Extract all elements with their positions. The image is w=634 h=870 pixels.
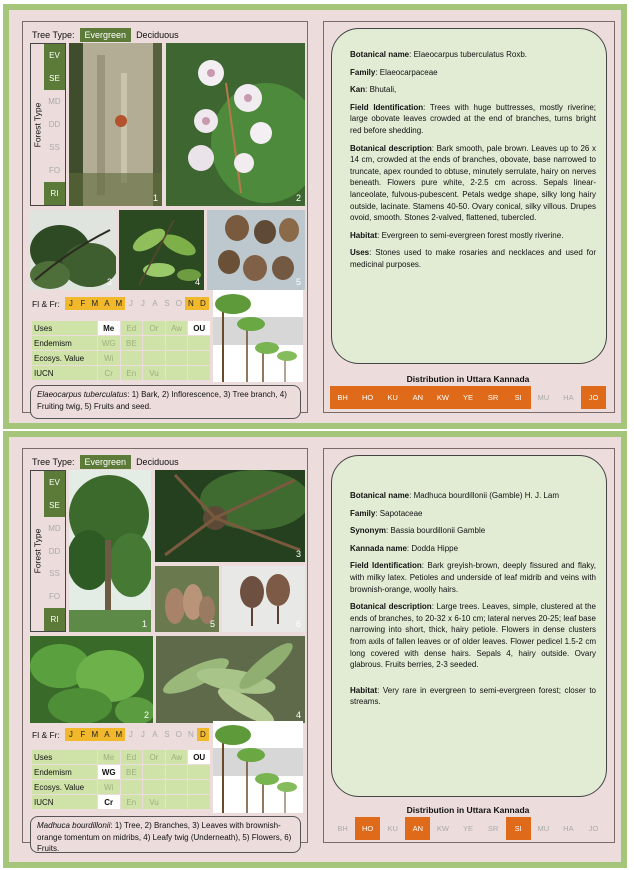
grid-cell: Aw — [166, 750, 188, 764]
month-cell: J — [140, 730, 145, 739]
desc-paragraph — [350, 230, 596, 242]
distribution-cells — [330, 386, 606, 409]
district-ku: KU — [380, 386, 405, 409]
grid-row — [32, 336, 210, 350]
species-description — [331, 28, 607, 364]
grid-row — [32, 795, 210, 809]
forest-type-ev: EV — [44, 44, 65, 67]
district-ho: HO — [355, 386, 380, 409]
forest-type-se: SE — [44, 494, 65, 517]
desc-paragraph — [350, 247, 596, 270]
forest-type-label: Forest Type — [32, 528, 43, 574]
grid-row — [32, 750, 210, 764]
attribute-grid — [32, 321, 210, 381]
desc-text: : Very rare in evergreen to semi-evergreen forest; closer to streams. — [350, 685, 596, 707]
grid-cell: Cr — [98, 795, 120, 809]
forest-type-ev: EV — [44, 471, 65, 494]
photo-number: 3 — [295, 549, 301, 559]
photo-number: 1 — [152, 193, 158, 203]
grid-row-label: Uses — [32, 321, 97, 335]
grid-row-label: IUCN — [32, 795, 97, 809]
desc-paragraph — [350, 102, 596, 137]
grid-cell — [166, 780, 188, 794]
desc-paragraph — [350, 560, 596, 595]
district-an: AN — [405, 386, 430, 409]
month-cell: J — [128, 730, 133, 739]
grid-row-label: IUCN — [32, 366, 97, 380]
district-ye: YE — [455, 386, 480, 409]
district-mu: MU — [537, 393, 550, 402]
grid-cell — [143, 765, 165, 779]
month-cell: O — [175, 730, 182, 739]
left-panel — [22, 21, 308, 413]
photo-fruits-seed — [207, 210, 305, 290]
desc-paragraph — [350, 143, 596, 224]
photo-number: 3 — [106, 277, 112, 287]
distribution-cells — [330, 817, 606, 840]
tree-type — [32, 455, 179, 469]
species-card-2 — [3, 431, 627, 868]
district-an: AN — [405, 817, 430, 840]
grid-cell — [188, 336, 210, 350]
photo-leaves-tomentum — [30, 636, 153, 723]
month-cell: J — [128, 299, 133, 308]
month-cell: D — [197, 297, 209, 310]
grid-row-label: Endemism — [32, 765, 97, 779]
district-ye: YE — [463, 824, 474, 833]
month-cells — [65, 297, 209, 310]
forest-type-cells — [44, 44, 65, 205]
desc-label: Synonym — [350, 526, 387, 536]
photo-leafy-twig — [156, 636, 305, 723]
forest-type-cells — [44, 471, 65, 631]
desc-text: : Madhuca bourdillonii (Gamble) H. J. Lam — [409, 491, 559, 500]
desc-label: Family — [350, 508, 376, 518]
desc-text: : Trees with huge buttresses, mostly riverine; large obovate leaves crowded at the end of branches, turns bright red before shedding. — [350, 102, 596, 135]
district-si: SI — [506, 817, 531, 840]
desc-paragraph — [350, 601, 596, 671]
month-cell: A — [152, 299, 158, 308]
grid-cell: Wi — [98, 351, 120, 365]
desc-label: Habitat — [350, 685, 378, 695]
photo-number: 1 — [141, 619, 147, 629]
desc-text: : Elaeocarpus tuberculatus Roxb. — [409, 50, 527, 59]
grid-cell: OU — [188, 750, 210, 764]
desc-paragraph — [350, 508, 596, 520]
desc-text: : Bark smooth, pale brown. Leaves up to 26 x 14 cm, crowded at the ends of branches, obovate, base narrowed to truncate, apex rounded to obtuse, minutely serrulate, hairy on nerves beneath. Flowers pure white, 2-2.5 cm across. Sepals linear-lanceolate, fulvous-pubescent. Petals wedge shape, silky long hairy outside, lacinate. Stamens 40-50. Ovary conical, silky villous. Drupes ovoid, smooth. Stones 2-valved, flattened, tubercled. — [350, 143, 596, 223]
photo-number: 5 — [295, 277, 301, 287]
desc-label: Kan — [350, 85, 366, 95]
desc-label: Habitat — [350, 230, 378, 240]
month-cell: M — [113, 297, 125, 310]
grid-cell: En — [121, 795, 143, 809]
grid-cell — [166, 366, 188, 380]
photo-flowers — [155, 566, 219, 632]
tree-profile — [213, 721, 303, 813]
attribute-grid — [32, 750, 210, 810]
district-bh: BH — [337, 824, 348, 833]
month-cell: A — [101, 297, 113, 310]
month-cell: M — [89, 297, 101, 310]
month-cell: A — [152, 730, 158, 739]
desc-paragraph — [350, 525, 596, 537]
district-bh: BH — [330, 386, 355, 409]
desc-text: : Large trees. Leaves, simple, clustered at the ends of branches, to 20-32 x 6-10 cm; lateral nerves 20-25; leaf base narrowing into short, thick, hairy petiole. Flowers in dense clusters from axils of fallen leaves or of older leaves. Flower pedicel 1.5-2 cm long covered with dense hairs. Sepals 4, hairy outside. Ovary glabrous. Fruits berries, 2-3 seeded. — [350, 602, 596, 670]
photo-number: 2 — [295, 193, 301, 203]
month-cell: J — [140, 299, 145, 308]
grid-cell: WG — [98, 336, 120, 350]
month-cell: F — [77, 297, 89, 310]
grid-cell: Vu — [143, 795, 165, 809]
grid-row-label: Uses — [32, 750, 97, 764]
grid-cell — [121, 780, 143, 794]
month-cell: J — [65, 728, 77, 741]
forest-type-dd: DD — [48, 546, 61, 556]
grid-cell — [166, 351, 188, 365]
flfr-label: Fl & Fr: — [32, 298, 60, 309]
month-cell: N — [185, 297, 197, 310]
district-sr: SR — [487, 824, 499, 833]
desc-text: : Elaeocarpaceae — [375, 67, 438, 77]
forest-type-ri: RI — [44, 182, 65, 205]
desc-paragraph — [350, 49, 596, 61]
district-ha: HA — [563, 393, 574, 402]
desc-paragraph — [350, 84, 596, 96]
forest-type-se: SE — [44, 67, 65, 90]
desc-text: : Bark greyish-brown, deeply fissured and flaky, with milky latex. Petioles and underside of leaf midrib and veins with brownish-orange, woolly hairs. — [350, 561, 597, 594]
grid-row — [32, 765, 210, 779]
forest-type-ss: SS — [49, 569, 60, 579]
forest-type-ri: RI — [44, 608, 65, 631]
district-mu: MU — [537, 824, 550, 833]
district-kw: KW — [430, 386, 455, 409]
district-sr: SR — [481, 386, 506, 409]
figure-caption — [30, 816, 301, 853]
district-ha: HA — [563, 824, 574, 833]
grid-cell — [188, 351, 210, 365]
distribution-title: Distribution in Uttara Kannada — [406, 805, 530, 815]
month-cell: M — [113, 728, 125, 741]
month-cell: S — [164, 299, 170, 308]
district-jo: JO — [588, 824, 599, 833]
grid-cell: Ed — [121, 321, 143, 335]
desc-label: Botanical description — [350, 143, 432, 153]
photo-number: 2 — [143, 710, 149, 720]
species-description — [331, 455, 607, 797]
grid-cell — [188, 765, 210, 779]
desc-label: Botanical name — [350, 50, 410, 59]
figure-caption — [30, 385, 301, 419]
photo-number: 4 — [194, 277, 200, 287]
right-panel — [323, 448, 615, 843]
caption-text: : 1) Bark, 2) Inflorescence, 3) Tree branch, 4) Fruiting twig, 5) Fruits and seed. — [37, 390, 287, 411]
tree-profile — [213, 290, 303, 382]
photo-number: 6 — [295, 619, 301, 629]
desc-paragraph — [350, 685, 596, 708]
grid-cell: Vu — [143, 366, 165, 380]
photo-number: 4 — [295, 710, 301, 720]
grid-row — [32, 351, 210, 365]
grid-cell: Me — [98, 750, 120, 764]
month-cell: S — [164, 730, 170, 739]
desc-label: Family — [350, 67, 376, 77]
district-ho: HO — [355, 817, 380, 840]
forest-type-fo: FO — [48, 592, 61, 602]
grid-cell — [166, 795, 188, 809]
grid-cell: BE — [121, 765, 143, 779]
left-panel — [22, 448, 308, 854]
flfr-label: Fl & Fr: — [32, 729, 60, 740]
caption-species: Elaeocarpus tuberculatus — [37, 390, 128, 399]
grid-cell: Wi — [98, 780, 120, 794]
desc-paragraph — [350, 490, 596, 502]
flowering-fruiting — [32, 297, 209, 310]
month-cells — [65, 728, 209, 741]
grid-cell — [166, 765, 188, 779]
grid-cell: Or — [143, 321, 165, 335]
grid-cell: Me — [98, 321, 120, 335]
grid-cell — [188, 366, 210, 380]
desc-text: : Evergreen to semi-evergreen forest mostly riverine. — [377, 230, 564, 240]
photo-tree-branch — [30, 210, 116, 290]
desc-paragraph — [350, 543, 596, 555]
district-ku: KU — [387, 824, 398, 833]
grid-cell — [166, 336, 188, 350]
grid-cell: Aw — [166, 321, 188, 335]
grid-cell: Or — [143, 750, 165, 764]
tree-type-deciduous: Deciduous — [136, 457, 179, 467]
forest-type-column — [30, 470, 66, 632]
grid-cell — [143, 780, 165, 794]
tree-type-evergreen: Evergreen — [80, 28, 132, 42]
flowering-fruiting — [32, 728, 209, 741]
desc-label: Kannada name — [350, 543, 407, 553]
forest-type-ss: SS — [49, 143, 60, 152]
grid-cell: En — [121, 366, 143, 380]
grid-cell: BE — [121, 336, 143, 350]
grid-row — [32, 321, 210, 335]
grid-cell — [143, 336, 165, 350]
photo-inflorescence — [166, 43, 305, 206]
month-cell: D — [197, 728, 209, 741]
desc-text: : Sapotaceae — [375, 508, 423, 518]
desc-label: Botanical name — [350, 491, 410, 500]
forest-type-md: MD — [48, 97, 61, 106]
photo-bark — [69, 43, 162, 206]
district-si: SI — [506, 386, 531, 409]
grid-cell: Cr — [98, 366, 120, 380]
desc-label: Uses — [350, 248, 370, 258]
species-card-1 — [3, 4, 627, 429]
photo-number: 5 — [209, 619, 215, 629]
grid-row-label: Ecosys. Value — [32, 780, 97, 794]
month-cell: O — [175, 299, 182, 308]
desc-text: : Dodda Hippe — [406, 543, 459, 553]
tree-type-deciduous: Deciduous — [136, 30, 179, 40]
forest-type-column — [30, 43, 66, 206]
grid-row — [32, 366, 210, 380]
district-jo: JO — [581, 386, 606, 409]
forest-type-label: Forest Type — [32, 102, 43, 147]
desc-label: Field Identification — [350, 561, 422, 571]
month-cell: A — [101, 728, 113, 741]
desc-label: Botanical description — [350, 602, 432, 612]
district-kw: KW — [436, 824, 449, 833]
tree-type-label: Tree Type: — [32, 457, 75, 467]
caption-text: : 1) Tree, 2) Branches, 3) Leaves with brownish-orange tomentum on midribs, 4) Leafy twig (Underneath), 5) Flowers, 6) Fruits. — [37, 821, 292, 854]
right-panel — [323, 21, 615, 413]
grid-cell — [188, 795, 210, 809]
forest-type-fo: FO — [48, 166, 61, 175]
desc-text: : Bhutali, — [365, 85, 397, 95]
photo-fruits — [222, 566, 305, 632]
tree-type-evergreen: Evergreen — [80, 455, 132, 469]
grid-cell: OU — [188, 321, 210, 335]
grid-cell — [143, 351, 165, 365]
photo-fruiting-twig — [119, 210, 204, 290]
distribution-title: Distribution in Uttara Kannada — [406, 374, 530, 384]
month-cell: N — [187, 730, 194, 739]
grid-cell — [188, 780, 210, 794]
forest-type-dd: DD — [48, 120, 61, 129]
tree-type-label: Tree Type: — [32, 30, 75, 40]
forest-type-md: MD — [48, 523, 61, 533]
month-cell: M — [89, 728, 101, 741]
grid-row-label: Ecosys. Value — [32, 351, 97, 365]
desc-text: : Bassia bourdillonii Gamble — [386, 526, 486, 536]
desc-label: Field Identification — [350, 102, 424, 112]
grid-row — [32, 780, 210, 794]
grid-cell: Ed — [121, 750, 143, 764]
photo-branches — [155, 470, 305, 562]
month-cell: F — [77, 728, 89, 741]
desc-paragraph — [350, 67, 596, 79]
desc-text: : Stones used to make rosaries and necklaces and used for medicinal purposes. — [350, 248, 596, 269]
photo-tree — [69, 470, 151, 632]
tree-type — [32, 28, 179, 42]
month-cell: J — [65, 297, 77, 310]
grid-cell: WG — [98, 765, 120, 779]
grid-cell — [121, 351, 143, 365]
caption-species: Madhuca bourdillonii — [37, 821, 111, 830]
grid-row-label: Endemism — [32, 336, 97, 350]
